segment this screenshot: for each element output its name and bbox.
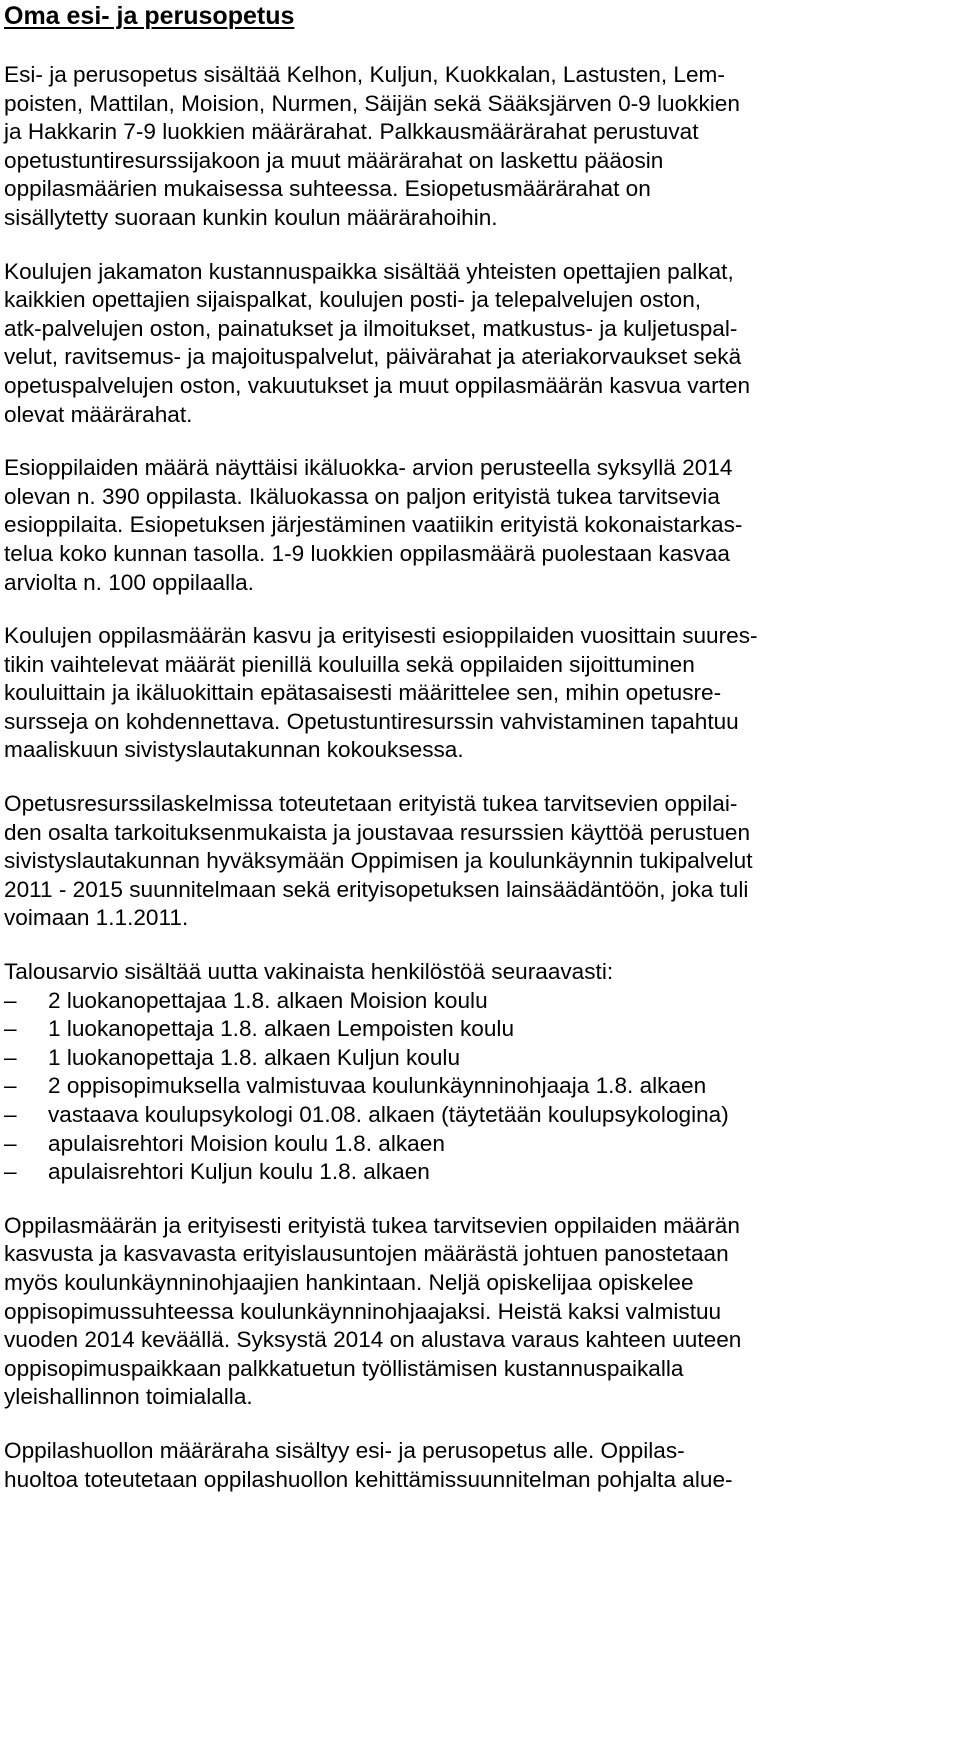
- list-item-text: 1 luokanopettaja 1.8. alkaen Kuljun koulu: [48, 1044, 461, 1070]
- text-line: Oppilashuollon määräraha sisältyy esi- ja perusopetus alle. Oppilas-: [4, 1437, 685, 1463]
- text-line: Opetusresurssilaskelmissa toteutetaan erityistä tukea tarvitsevien oppilai-: [4, 791, 738, 817]
- text-line: olevan n. 390 oppilasta. Ikäluokassa on paljon erityistä tukea tarvitsevia: [4, 483, 720, 509]
- text-line: huoltoa toteutetaan oppilashuollon kehittämissuunnitelman pohjalta alue-: [4, 1466, 733, 1492]
- list-item-text: apulaisrehtori Moision koulu 1.8. alkaen: [48, 1130, 445, 1156]
- text-line: ja Hakkarin 7-9 luokkien määrärahat. Palkkausmäärärahat perustuvat: [4, 119, 699, 145]
- text-line: 2011 - 2015 suunnitelmaan sekä erityisopetuksen lainsäädäntöön, joka tuli: [4, 876, 749, 902]
- list-item-text: 2 luokanopettajaa 1.8. alkaen Moision koulu: [48, 987, 488, 1013]
- text-line: arviolta n. 100 oppilaalla.: [4, 569, 254, 595]
- text-line: opetustuntiresurssijakoon ja muut määrärahat on laskettu pääosin: [4, 147, 664, 173]
- list-item-text: 1 luokanopettaja 1.8. alkaen Lempoisten koulu: [48, 1016, 515, 1042]
- text-line: telua koko kunnan tasolla. 1-9 luokkien oppilasmäärä puolestaan kasvaa: [4, 540, 730, 566]
- text-line: sisällytetty suoraan kunkin koulun määrärahoihin.: [4, 204, 498, 230]
- dash-bullet-icon: –: [4, 1044, 17, 1070]
- list-item: [4, 1158, 944, 1187]
- text-line: olevat määrärahat.: [4, 401, 193, 427]
- text-line: vuoden 2014 keväällä. Syksystä 2014 on alustava varaus kahteen uuteen: [4, 1327, 742, 1353]
- text-line: Esi- ja perusopetus sisältää Kelhon, Kuljun, Kuokkalan, Lastusten, Lem-: [4, 62, 725, 87]
- text-line: sivistyslautakunnan hyväksymään Oppimisen ja koulunkäynnin tukipalvelut: [4, 848, 753, 874]
- document-page: [4, 0, 944, 1494]
- new-staff-list: [4, 987, 944, 1187]
- list-item: [4, 1072, 944, 1101]
- list-item-text: apulaisrehtori Kuljun koulu 1.8. alkaen: [48, 1159, 430, 1185]
- text-line: Koulujen oppilasmäärän kasvu ja erityisesti esioppilaiden vuosittain suures-: [4, 623, 758, 649]
- dash-bullet-icon: –: [4, 1159, 17, 1185]
- list-item-text: vastaava koulupsykologi 01.08. alkaen (täytetään koulupsykologina): [48, 1102, 729, 1127]
- text-line: maaliskuun sivistyslautakunnan kokouksessa.: [4, 737, 464, 763]
- text-line: kouluittain ja ikäluokittain epätasaisesti määrittelee sen, mihin opetusre-: [4, 680, 722, 706]
- text-line: kaikkien opettajien sijaispalkat, koulujen posti- ja telepalvelujen oston,: [4, 287, 702, 313]
- paragraph-shared-costs: [4, 258, 944, 430]
- text-line: esioppilaita. Esiopetuksen järjestäminen vaatiikin erityistä kokonaistarkas-: [4, 512, 743, 538]
- paragraph-preschool-count: [4, 454, 944, 597]
- dash-bullet-icon: –: [4, 1016, 17, 1042]
- paragraph-pupil-growth: [4, 622, 944, 765]
- text-line: oppilasmäärien mukaisessa suhteessa. Esiopetusmäärärahat on: [4, 176, 651, 202]
- paragraph-budget-scope: [4, 61, 944, 233]
- paragraph-special-support: [4, 790, 944, 933]
- list-item: [4, 987, 944, 1016]
- list-item-text: 2 oppisopimuksella valmistuvaa koulunkäynninohjaaja 1.8. alkaen: [48, 1073, 707, 1099]
- dash-bullet-icon: –: [4, 987, 17, 1013]
- text-line: Oppilasmäärän ja erityisesti erityistä tukea tarvitsevien oppilaiden määrän: [4, 1212, 740, 1238]
- list-item: [4, 1130, 944, 1159]
- text-line: Esioppilaiden määrä näyttäisi ikäluokka- arvion perusteella syksyllä 2014: [4, 455, 733, 481]
- text-line: yleishallinnon toimialalla.: [4, 1384, 253, 1410]
- text-line: oppisopimussuhteessa koulunkäynninohjaajaksi. Heistä kaksi valmistuu: [4, 1298, 722, 1324]
- list-item: [4, 1044, 944, 1073]
- text-line: velut, ravitsemus- ja majoituspalvelut, päivärahat ja ateriakorvaukset sekä: [4, 344, 742, 370]
- paragraph-assistants: [4, 1212, 944, 1412]
- list-item: [4, 1101, 944, 1130]
- text-line: kasvusta ja kasvavasta erityislausuntojen määrästä johtuen panostetaan: [4, 1241, 729, 1267]
- dash-bullet-icon: –: [4, 1073, 17, 1099]
- dash-bullet-icon: –: [4, 1130, 17, 1156]
- page-title: Oma esi- ja perusopetus: [4, 2, 295, 30]
- dash-bullet-icon: –: [4, 1102, 17, 1127]
- text-line: poisten, Mattilan, Moision, Nurmen, Säijän sekä Sääksjärven 0-9 luokkien: [4, 90, 740, 116]
- text-line: myös koulunkäynninohjaajien hankintaan. Neljä opiskelijaa opiskelee: [4, 1269, 694, 1295]
- list-item: [4, 1015, 944, 1044]
- text-line: Talousarvio sisältää uutta vakinaista henkilöstöä seuraavasti:: [4, 959, 614, 985]
- text-line: voimaan 1.1.2011.: [4, 905, 189, 931]
- text-line: opetuspalvelujen oston, vakuutukset ja muut oppilasmäärän kasvua varten: [4, 372, 751, 398]
- text-line: sursseja on kohdennettava. Opetustuntiresurssin vahvistaminen tapahtuu: [4, 708, 739, 734]
- paragraph-new-staff-intro: [4, 958, 944, 987]
- text-line: den osalta tarkoituksenmukaista ja joustavaa resurssien käyttöä perustuen: [4, 819, 751, 845]
- text-line: oppisopimuspaikkaan palkkatuetun työllistämisen kustannuspaikalla: [4, 1355, 684, 1381]
- text-line: tikin vaihtelevat määrät pienillä kouluilla sekä oppilaiden sijoittuminen: [4, 651, 695, 677]
- text-line: Koulujen jakamaton kustannuspaikka sisältää yhteisten opettajien palkat,: [4, 258, 734, 284]
- text-line: atk-palvelujen oston, painatukset ja ilmoitukset, matkustus- ja kuljetuspal-: [4, 315, 738, 341]
- paragraph-pupil-welfare: [4, 1437, 944, 1494]
